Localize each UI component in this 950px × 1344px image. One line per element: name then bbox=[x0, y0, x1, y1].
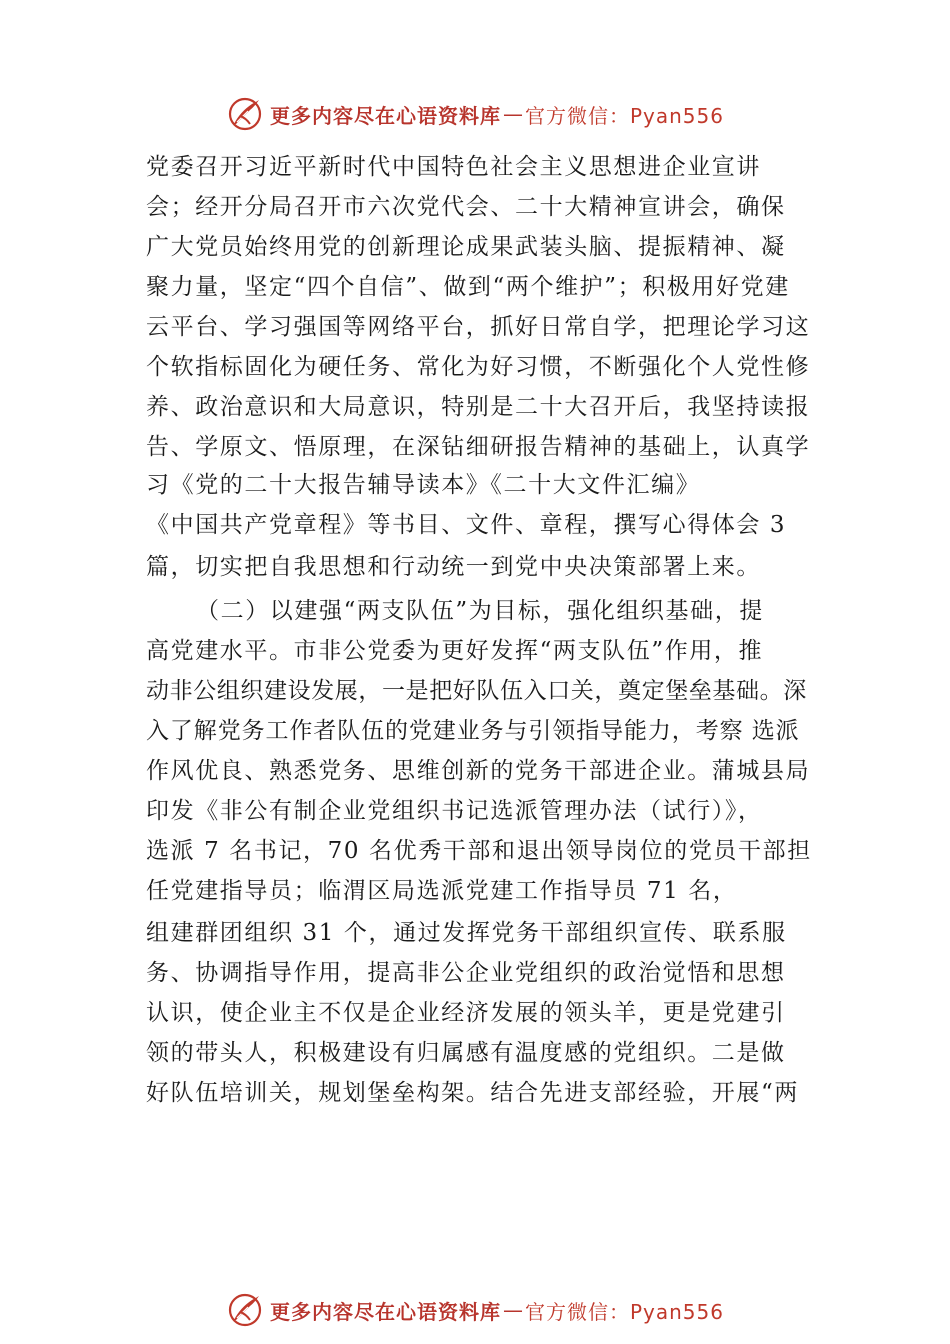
text-line: 党委召开习近平新时代中国特色社会主义思想进企业宣讲 bbox=[146, 154, 761, 180]
text-line: 组建群团组织 31 个，通过发挥党务干部组织宣传、联系服 bbox=[146, 920, 787, 946]
pen-logo-icon bbox=[226, 94, 266, 134]
text-line: 选派 7 名书记，70 名优秀干部和退出领导岗位的党员干部担 bbox=[146, 838, 812, 864]
text-line: 《中国共产党章程》等书目、文件、章程，撰写心得体会 3 bbox=[146, 512, 787, 538]
watermark-main-text: 更多内容尽在心语资料库 bbox=[269, 103, 501, 128]
text-line: 告、学原文、悟原理，在深钻细研报告精神的基础上，认真学 bbox=[146, 434, 811, 460]
text-line: 务、协调指导作用，提高非公企业党组织的政治觉悟和思想 bbox=[146, 960, 786, 986]
text-line: 养、政治意识和大局意识，特别是二十大召开后，我坚持读报 bbox=[146, 394, 811, 420]
text-line: 好队伍培训关，规划堡垒构架。结合先进支部经验，开展“两 bbox=[146, 1080, 799, 1106]
text-line: 云平台、学习强国等网络平台，抓好日常自学，把理论学习这 bbox=[146, 314, 811, 340]
text-line: 领的带头人，积极建设有归属感有温度感的党组织。二是做 bbox=[146, 1040, 786, 1066]
watermark-contact-text: 官方微信：Pyan556 bbox=[524, 1299, 724, 1324]
pen-logo-icon bbox=[226, 1290, 266, 1330]
watermark-contact-text: 官方微信：Pyan556 bbox=[524, 103, 724, 128]
text-line: 广大党员始终用党的创新理论成果武装头脑、提振精神、凝 bbox=[146, 234, 786, 260]
section-heading-line: （二）以建强“两支队伍”为目标，强化组织基础，提 bbox=[196, 598, 764, 624]
text-line: 任党建指导员；临渭区局选派党建工作指导员 71 名， bbox=[146, 878, 738, 904]
header-watermark bbox=[0, 94, 950, 134]
text-line: 作风优良、熟悉党务、思维创新的党务干部进企业。蒲城县局 bbox=[146, 758, 811, 784]
footer-watermark bbox=[0, 1290, 950, 1330]
text-line: 篇，切实把自我思想和行动统一到党中央决策部署上来。 bbox=[146, 554, 761, 580]
text-line: 高党建水平。市非公党委为更好发挥“两支队伍”作用，推 bbox=[146, 638, 764, 664]
watermark-dash: — bbox=[502, 102, 523, 126]
text-line: 个软指标固化为硬任务、常化为好习惯，不断强化个人党性修 bbox=[146, 354, 811, 380]
text-line: 会；经开分局召开市六次党代会、二十大精神宣讲会，确保 bbox=[146, 194, 786, 220]
text-line: 入了解党务工作者队伍的党建业务与引领指导能力，考察 选派 bbox=[146, 718, 800, 744]
watermark-main-text: 更多内容尽在心语资料库 bbox=[269, 1299, 501, 1324]
text-line: 印发《非公有制企业党组织书记选派管理办法（试行）》， bbox=[146, 798, 763, 824]
text-line: 习《党的二十大报告辅导读本》《二十大文件汇编》 bbox=[146, 472, 701, 498]
text-line: 认识，使企业主不仅是企业经济发展的领头羊，更是党建引 bbox=[146, 1000, 786, 1026]
text-line: 聚力量，坚定“四个自信”、做到“两个维护”；积极用好党建 bbox=[146, 274, 790, 300]
text-line: 动非公组织建设发展，一是把好队伍入口关，奠定堡垒基础。深 bbox=[146, 678, 807, 704]
watermark-dash: — bbox=[502, 1298, 523, 1322]
